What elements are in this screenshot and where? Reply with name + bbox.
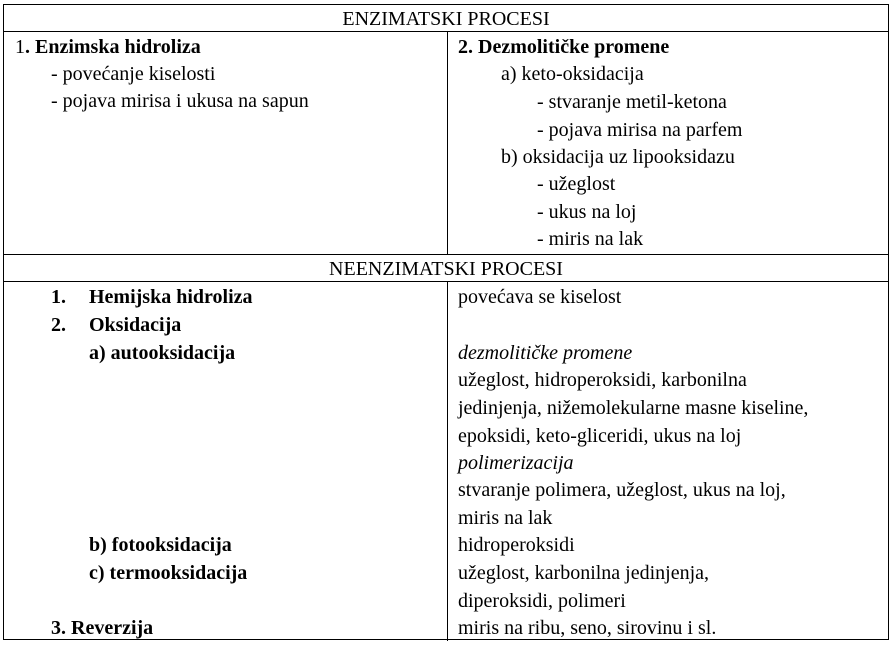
lipooksidaza-item: - ukus na loj [537, 201, 637, 223]
effect-text: hidroperoksidi [458, 534, 575, 556]
section-divider [4, 254, 888, 255]
enzimska-hidroliza-title [15, 34, 201, 60]
effect-subheading: polimerizacija [458, 452, 574, 474]
lipooksidaza-label: b) oksidacija uz lipooksidazu [501, 146, 735, 168]
effect-text: miris na lak [458, 507, 553, 529]
keto-oksidacija-label: a) keto-oksidacija [501, 63, 644, 85]
lipooksidaza-item: - užeglost [537, 173, 616, 195]
effect-text: jedinjenja, nižemolekularne masne kiseline, [458, 397, 809, 419]
enzimska-hidroliza-item: - povećanje kiselosti [51, 63, 216, 85]
effect-text: epoksidi, keto-gliceridi, ukus na loj [458, 425, 742, 447]
enzimska-hidroliza-item: - pojava mirisa i ukusa na sapun [51, 90, 309, 112]
effect-text: užeglost, karbonilna jedinjenja, [458, 562, 710, 584]
neenzimatski-row-number: 1. [51, 286, 66, 308]
effect-text: užeglost, hidroperoksidi, karbonilna [458, 369, 747, 391]
enzimatski-header: ENZIMATSKI PROCESI [342, 8, 550, 30]
effect-subheading: dezmolitičke promene [458, 342, 633, 364]
effect-text: povećava se kiselost [458, 286, 622, 308]
enzimska-hidroliza-number: 1 [15, 36, 25, 58]
fotooksidacija-label: b) fotooksidacija [89, 534, 232, 556]
oksidacija-label: Oksidacija [89, 314, 182, 336]
keto-oksidacija-item: - pojava mirisa na parfem [537, 119, 743, 141]
column-divider-enzimatski [447, 31, 448, 254]
effect-text: miris na ribu, seno, sirovinu i sl. [458, 617, 717, 639]
effect-text: diperoksidi, polimeri [458, 590, 626, 612]
processes-table [3, 4, 889, 640]
lipooksidaza-item: - miris na lak [537, 228, 644, 250]
neenzimatski-row-number: 2. [51, 314, 66, 336]
neenzimatski-header: NEENZIMATSKI PROCESI [329, 258, 563, 280]
enzimska-hidroliza-label: . Enzimska hidroliza [25, 36, 201, 58]
dezmoliticke-promene-title: 2. Dezmolitičke promene [458, 36, 670, 58]
column-divider-neenzimatski [447, 281, 448, 641]
reverzija-label: 3. Reverzija [51, 617, 154, 639]
termooksidacija-label: c) termooksidacija [89, 562, 248, 584]
autooksidacija-label: a) autooksidacija [89, 342, 236, 364]
effect-text: stvaranje polimera, užeglost, ukus na loj, [458, 479, 786, 501]
keto-oksidacija-item: - stvaranje metil-ketona [537, 91, 727, 113]
hemijska-hidroliza-label: Hemijska hidroliza [89, 286, 253, 308]
